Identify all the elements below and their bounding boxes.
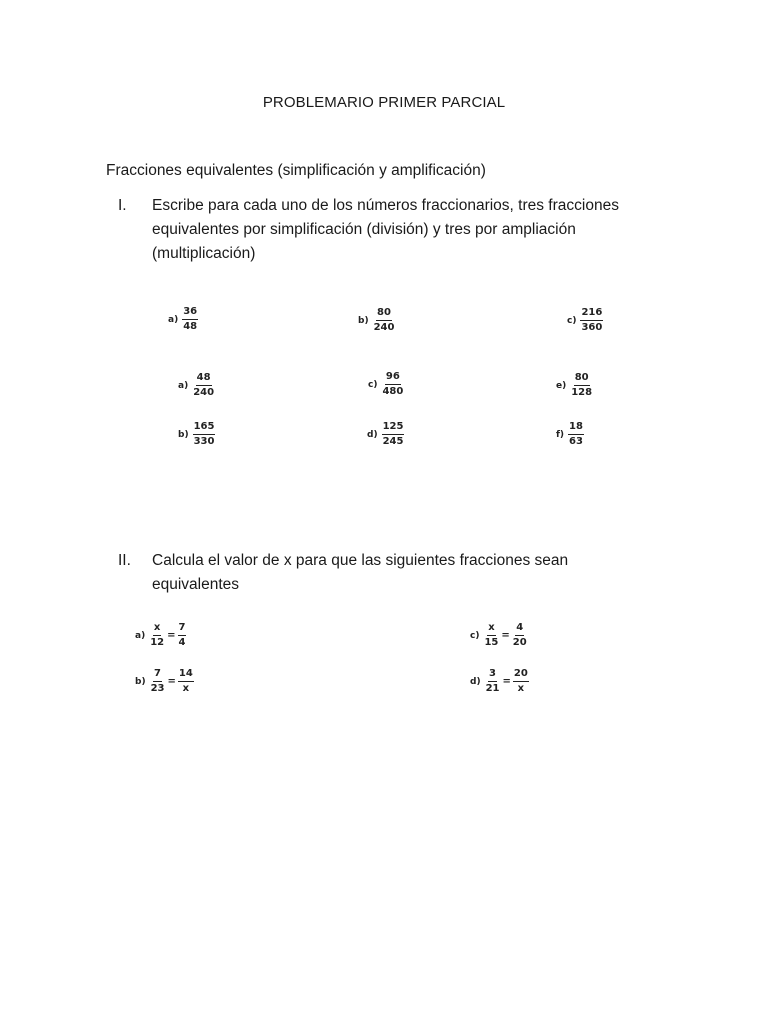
equals-sign: = [167,676,176,687]
equation-item [470,668,529,695]
denominator: 4 [178,637,186,648]
denominator: x [517,683,525,694]
equals-sign: = [167,630,176,641]
numerator: 125 [382,421,405,435]
equation-label: a) [135,630,146,641]
numerator: 80 [376,307,392,321]
numerator: x [153,622,161,636]
fraction-item [178,421,215,448]
fraction [570,372,593,399]
exercise-2-number: II. [118,552,131,569]
fraction [182,306,198,333]
denominator: 21 [485,683,500,694]
denominator: 240 [193,387,215,398]
exercise-1-number: I. [118,197,127,214]
numerator: 7 [178,622,187,636]
equation-item [135,622,186,649]
fraction [580,307,603,334]
numerator: 14 [178,668,194,682]
fraction-left [485,668,501,695]
denominator: 48 [183,321,198,332]
equation-label: b) [135,676,146,687]
denominator: 20 [512,637,527,648]
denominator: 245 [382,436,404,447]
numerator: 165 [193,421,216,435]
denominator: 15 [484,637,499,648]
fraction-label: f) [556,429,565,440]
fraction [382,421,405,448]
denominator: x [182,683,190,694]
numerator: 96 [385,371,401,385]
numerator: 7 [153,668,162,682]
denominator: 360 [581,322,603,333]
fraction-item [358,307,395,334]
denominator: 12 [150,637,165,648]
fraction-label: b) [358,315,369,326]
equation-label: d) [470,676,481,687]
fraction-label: d) [367,429,378,440]
denominator: 128 [571,387,593,398]
numerator: 80 [574,372,590,386]
fraction-item [567,307,603,334]
denominator: 240 [373,322,395,333]
numerator: 18 [568,421,584,435]
numerator: 20 [513,668,529,682]
numerator: x [487,622,495,636]
equation-item [135,668,194,695]
fraction-item [168,306,198,333]
fraction-right [512,622,528,649]
denominator: 63 [569,436,583,447]
exercise-1-instructions: Escribe para cada uno de los números fraccionarios, tres fracciones equivalentes por simplificación (división) y tres por ampliación (multiplicación) [152,197,619,262]
exercise-2-instructions: Calcula el valor de x para que las siguientes fracciones sean equivalentes [152,552,569,593]
fraction-item [368,371,404,398]
numerator: 4 [515,622,524,636]
fraction-label: b) [178,429,189,440]
fraction-item [178,372,215,399]
denominator: 23 [150,683,165,694]
fraction-left [149,622,165,649]
numerator: 3 [488,668,497,682]
section-heading: Fracciones equivalentes (simplificación y amplificación) [106,162,486,179]
fraction [373,307,396,334]
numerator: 36 [182,306,198,320]
equation-item [470,622,528,649]
fraction-label: c) [567,315,577,326]
numerator: 216 [580,307,603,321]
equals-sign: = [501,630,510,641]
page-title: PROBLEMARIO PRIMER PARCIAL [262,94,506,111]
fraction [192,372,215,399]
equals-sign: = [502,676,511,687]
fraction [381,371,404,398]
fraction-label: a) [168,314,179,325]
fraction [568,421,584,448]
fraction [193,421,216,448]
fraction-label: a) [178,380,189,391]
fraction-right [178,668,194,695]
fraction-label: e) [556,380,567,391]
fraction-item [367,421,404,448]
fraction-right [178,622,187,649]
fraction-right [513,668,529,695]
fraction-label: c) [368,379,378,390]
numerator: 48 [196,372,212,386]
fraction-item [556,421,584,448]
denominator: 330 [193,436,215,447]
denominator: 480 [382,386,404,397]
fraction-left [150,668,166,695]
fraction-left [483,622,499,649]
fraction-item [556,372,593,399]
equation-label: c) [470,630,480,641]
